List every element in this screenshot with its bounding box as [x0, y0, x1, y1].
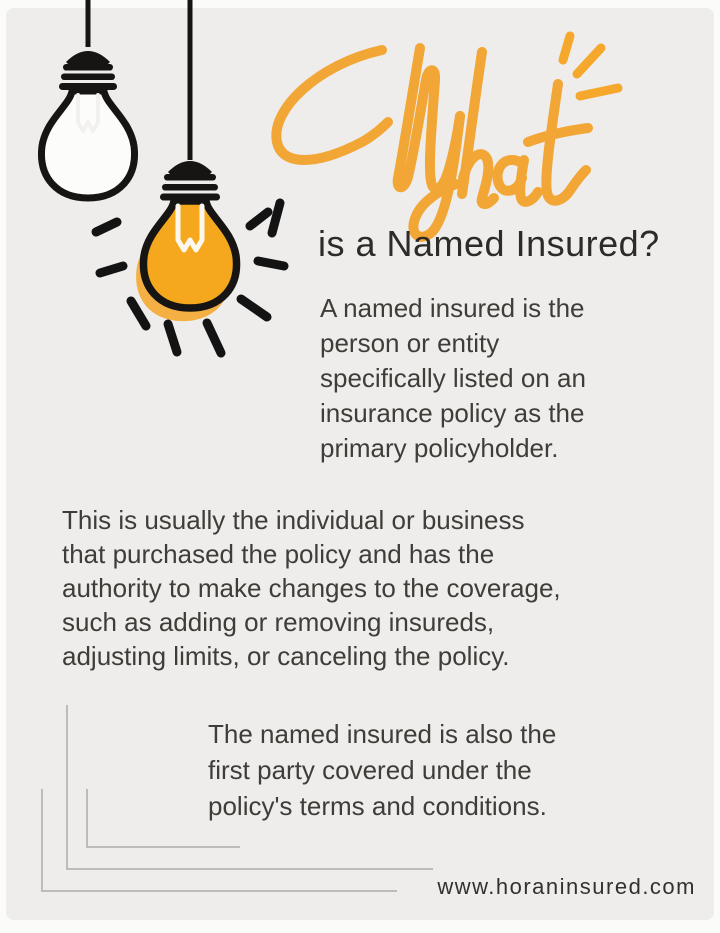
- body-line: adjusting limits, or canceling the policy.: [62, 641, 510, 671]
- body-line: such as adding or removing insureds,: [62, 607, 495, 637]
- script-word-text: [0, 0, 1, 1]
- website-url: www.horaninsured.com: [437, 874, 696, 899]
- body-line: that purchased the policy and has the: [62, 539, 495, 569]
- body-line: This is usually the individual or business: [62, 505, 525, 535]
- intro-line: primary policyholder.: [320, 433, 559, 463]
- closing-line: The named insured is also the: [208, 719, 557, 749]
- closing-line: policy's terms and conditions.: [208, 791, 547, 821]
- intro-line: specifically listed on an: [320, 363, 586, 393]
- intro-line: A named insured is the: [320, 293, 585, 323]
- corner-line-decoration: [41, 789, 397, 892]
- body-paragraph: [62, 503, 561, 673]
- page-title: is a Named Insured?: [318, 223, 660, 264]
- body-line: authority to make changes to the coverage,: [62, 573, 561, 603]
- script-what-lettering: [270, 28, 630, 243]
- intro-line: insurance policy as the: [320, 398, 585, 428]
- intro-paragraph: [320, 291, 586, 466]
- sparkle-burst-icon: [563, 36, 618, 96]
- intro-line: person or entity: [320, 328, 500, 358]
- closing-line: first party covered under the: [208, 755, 532, 785]
